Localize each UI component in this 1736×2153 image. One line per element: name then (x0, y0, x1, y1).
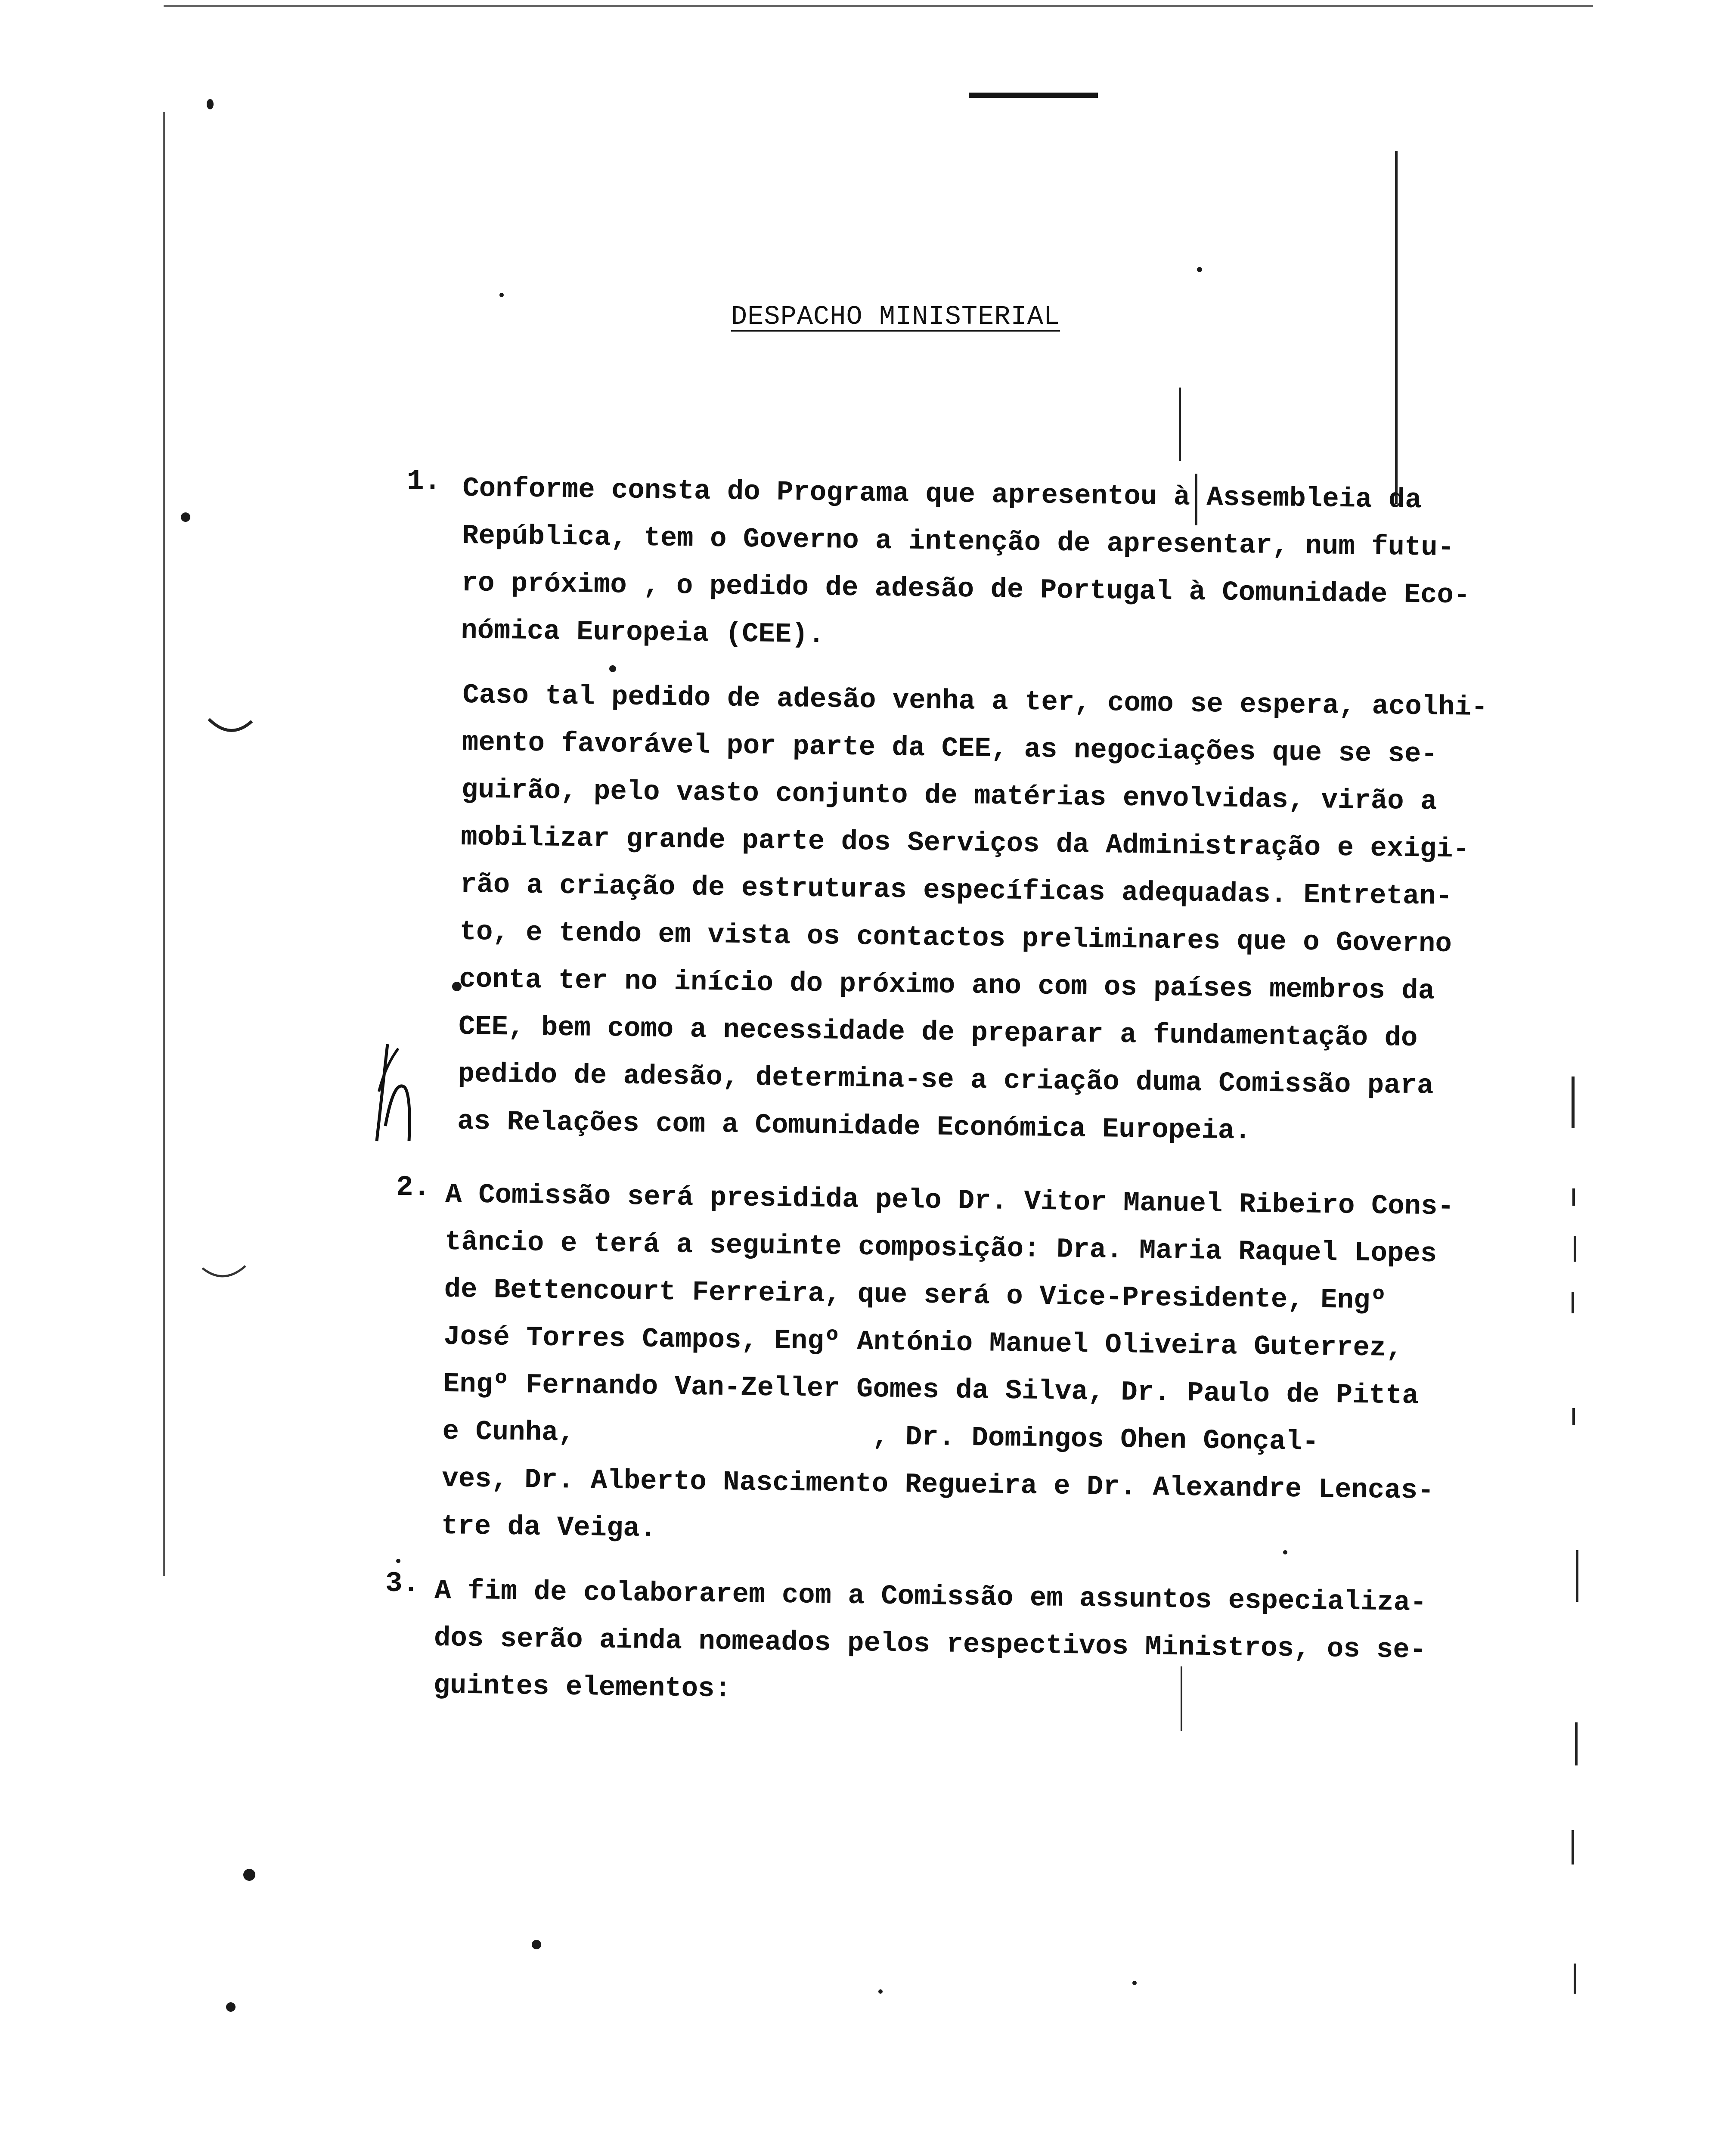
right-margin-mark (1572, 1830, 1574, 1864)
text-line: conta ter no início do próximo ano com os países membros da (459, 964, 1435, 1007)
section-number-3: 3. (385, 1567, 420, 1600)
text-line: A fim de colaborarem com a Comissão em assuntos especializa- (434, 1575, 1427, 1619)
ink-speck (181, 512, 190, 522)
center-vertical-mark (1179, 388, 1181, 461)
text-line: República, tem o Governo a intenção de apresentar, num futu- (462, 520, 1454, 564)
margin-curve-mark-2 (200, 1262, 248, 1287)
right-margin-mark (1572, 1188, 1575, 1206)
text-line: to, e tendo em vista os contactos preliminares que o Governo (459, 916, 1452, 960)
ink-speck (1132, 1981, 1137, 1985)
section-1-para-2 (457, 672, 1488, 1158)
text-line: mento favorável por parte da CEE, as negociações que se se- (462, 727, 1438, 770)
text-line: as Relações com a Comunidade Económica Europeia. (457, 1106, 1252, 1147)
text-line: Conforme consta do Programa que apresentou à Assembleia da (462, 473, 1422, 516)
text-line: rão a criação de estruturas específicas adequadas. Entretan- (460, 869, 1453, 913)
text-line: Caso tal pedido de adesão venha a ter, como se espera, acolhi- (462, 679, 1488, 724)
text-line: nómica Europeia (CEE). (460, 615, 825, 651)
text-line: tre da Veiga. (441, 1511, 657, 1545)
section-3-para-1 (433, 1567, 1427, 1722)
right-margin-mark (1574, 1964, 1576, 1994)
text-line: dos serão ainda nomeados pelos respectivos Ministros, os se- (434, 1623, 1426, 1666)
top-ink-dash (969, 93, 1098, 98)
text-line: e Cunha, , Dr. Domingos Ohen Gonçal- (442, 1416, 1319, 1458)
text-line: guintes elementos: (433, 1670, 732, 1705)
ink-speck (243, 1869, 255, 1881)
section-number-1: 1. (407, 465, 441, 497)
section-number-2: 2. (396, 1171, 431, 1204)
top-edge-rule (164, 5, 1593, 7)
right-top-vertical-line (1395, 151, 1398, 504)
text-line: ves, Dr. Alberto Nascimento Regueira e Dr. Alexandre Lencas- (441, 1463, 1434, 1507)
ink-speck (878, 1989, 883, 1994)
ink-speck (532, 1940, 541, 1949)
text-line: José Torres Campos, Engº António Manuel Oliveira Guterrez, (443, 1321, 1403, 1365)
text-line: CEE, bem como a necessidade de preparar a fundamentação do (458, 1011, 1418, 1055)
ink-speck (226, 2002, 236, 2012)
right-margin-mark (1574, 1236, 1576, 1262)
ink-speck (609, 665, 616, 672)
section-1-para-1 (461, 465, 1472, 667)
right-margin-mark (1572, 1408, 1575, 1425)
ink-speck (396, 1559, 400, 1563)
text-line: pedido de adesão, determina-se a criação duma Comissão para (458, 1058, 1434, 1102)
section-2-para-1 (441, 1171, 1454, 1563)
ink-speck (499, 293, 504, 297)
right-margin-mark (1576, 1550, 1578, 1602)
document-title: DESPACHO MINISTERIAL (731, 301, 1060, 332)
text-line: A Comissão será presidida pelo Dr. Vitor Manuel Ribeiro Cons- (445, 1179, 1454, 1223)
text-line: guirão, pelo vasto conjunto de matérias envolvidas, virão a (461, 774, 1437, 818)
margin-curve-mark (207, 715, 254, 741)
text-line: de Bettencourt Ferreira, que será o Vice-Presidente, Engº (444, 1274, 1387, 1317)
ink-speck (1197, 267, 1202, 272)
left-margin-line (163, 112, 165, 1576)
text-line: ro próximo , o pedido de adesão de Portugal à Comunidade Eco- (461, 568, 1470, 611)
text-line: Engº Fernando Van-Zeller Gomes da Silva, Dr. Paulo de Pitta (443, 1368, 1419, 1412)
handwritten-initial (368, 1040, 420, 1143)
right-margin-mark (1575, 1722, 1578, 1765)
ink-speck (207, 99, 214, 109)
text-line: tâncio e terá a seguinte composição: Dra. Maria Raquel Lopes (444, 1226, 1437, 1270)
text-line: mobilizar grande parte dos Serviços da Administração e exigi- (460, 822, 1470, 866)
right-margin-mark (1572, 1076, 1575, 1128)
right-margin-mark (1572, 1292, 1574, 1313)
